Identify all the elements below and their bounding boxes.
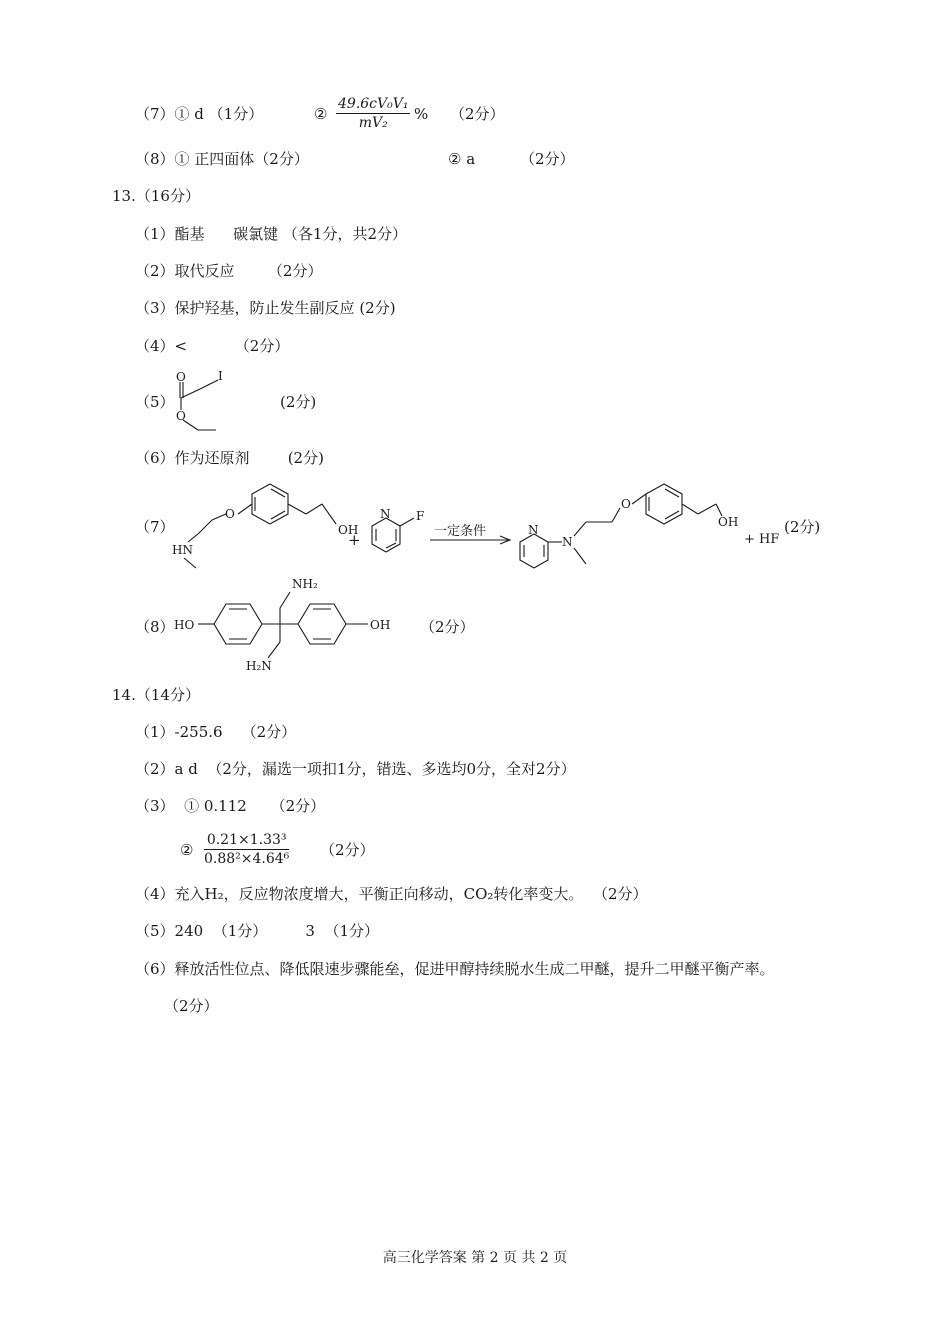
atom-o-ether: O: [225, 507, 235, 521]
q13-p5-score: (2分): [280, 393, 317, 411]
atom-n-pyridine: N: [528, 523, 539, 537]
q13-p5-structure: [168, 368, 238, 436]
atom-oh: OH: [338, 523, 359, 537]
atom-n-amine: N: [562, 535, 573, 549]
q13-p7-fluoropyridine: [358, 504, 428, 564]
q13-p5-label: （5）: [135, 393, 175, 411]
q13-p7-label: （7）: [135, 518, 175, 536]
q13-p7-score: (2分): [784, 518, 821, 536]
q13-p3: （3）保护羟基，防止发生副反应 (2分): [135, 299, 396, 317]
q14-p1: （1）-255.6 （2分）: [135, 723, 297, 741]
q13-title: 13.（16分）: [112, 187, 200, 205]
q13-p7-reactant1: [168, 478, 358, 578]
q13-p8-label: （8）: [135, 618, 175, 636]
q12-p8-label: （8）① 正四面体（2分）: [135, 150, 309, 168]
q13-p7-arrow-condition: 一定条件: [434, 524, 487, 539]
q13-p4: （4）< （2分）: [135, 337, 290, 355]
q12-p7-label: （7）① d （1分）: [135, 105, 264, 123]
q14-p3b-fraction: [204, 832, 289, 867]
q14-p6-score: （2分）: [164, 997, 219, 1015]
atom-o-carbonyl: O: [176, 370, 186, 384]
q12-p8-score: （2分）: [520, 150, 575, 168]
q14-p6: （6）释放活性位点、降低限速步骤能垒，促进甲醇持续脱水生成二甲醚，提升二甲醚平衡产率。: [135, 960, 775, 978]
q14-p2: （2）a d （2分，漏选一项扣1分，错选、多选均0分，全对2分）: [135, 760, 576, 778]
q12-p7-frac-num: 49.6cV₀V₁: [338, 96, 409, 112]
atom-ho: HO: [174, 618, 195, 632]
q13-p7-plus-hf: + HF: [744, 532, 780, 547]
atom-hn: HN: [172, 543, 193, 557]
q12-p8-circle2: ② a: [448, 150, 476, 168]
q13-p1: （1）酯基 碳氯键 （各1分，共2分）: [135, 225, 408, 243]
q13-p2: （2）取代反应 （2分）: [135, 262, 323, 280]
q13-p6: （6）作为还原剂 (2分): [135, 449, 324, 467]
atom-f: F: [416, 509, 425, 523]
q12-p7-fraction: [336, 96, 410, 131]
q13-p7-product: [516, 478, 756, 578]
q14-p3b-num: 0.21×1.33³: [204, 832, 289, 850]
atom-h2n: H₂N: [246, 659, 272, 673]
q13-p8-score: （2分）: [420, 618, 475, 636]
atom-nh2: NH₂: [292, 577, 318, 591]
q14-p4: （4）充入H₂，反应物浓度增大，平衡正向移动，CO₂转化率变大。 （2分）: [135, 885, 648, 903]
q14-title: 14.（14分）: [112, 686, 200, 704]
q13-p8-structure: [170, 570, 400, 680]
q14-p5: （5）240 （1分） 3 （1分）: [135, 922, 380, 940]
q12-p7-score: （2分）: [450, 105, 505, 123]
atom-o-ether: O: [621, 497, 631, 511]
q14-p3b-den: 0.88²×4.64⁶: [204, 851, 290, 867]
q12-p7-frac-den: mV₂: [358, 115, 388, 131]
atom-iodine: I: [218, 369, 223, 383]
q13-p7-plus: +: [348, 531, 361, 549]
q14-p3b-score: （2分）: [320, 841, 375, 859]
atom-n-pyridine: N: [380, 507, 391, 521]
atom-o-ester: O: [176, 409, 186, 423]
q12-p7-percent: %: [414, 105, 429, 123]
atom-oh: OH: [370, 618, 391, 632]
q14-p3: （3） ① 0.112 （2分）: [135, 797, 326, 815]
atom-oh: OH: [718, 515, 739, 529]
q14-p3b-circle2: ②: [180, 841, 194, 859]
page-footer: 高三化学答案 第 2 页 共 2 页: [382, 1250, 568, 1266]
q12-p7-circle2: ②: [314, 105, 328, 123]
